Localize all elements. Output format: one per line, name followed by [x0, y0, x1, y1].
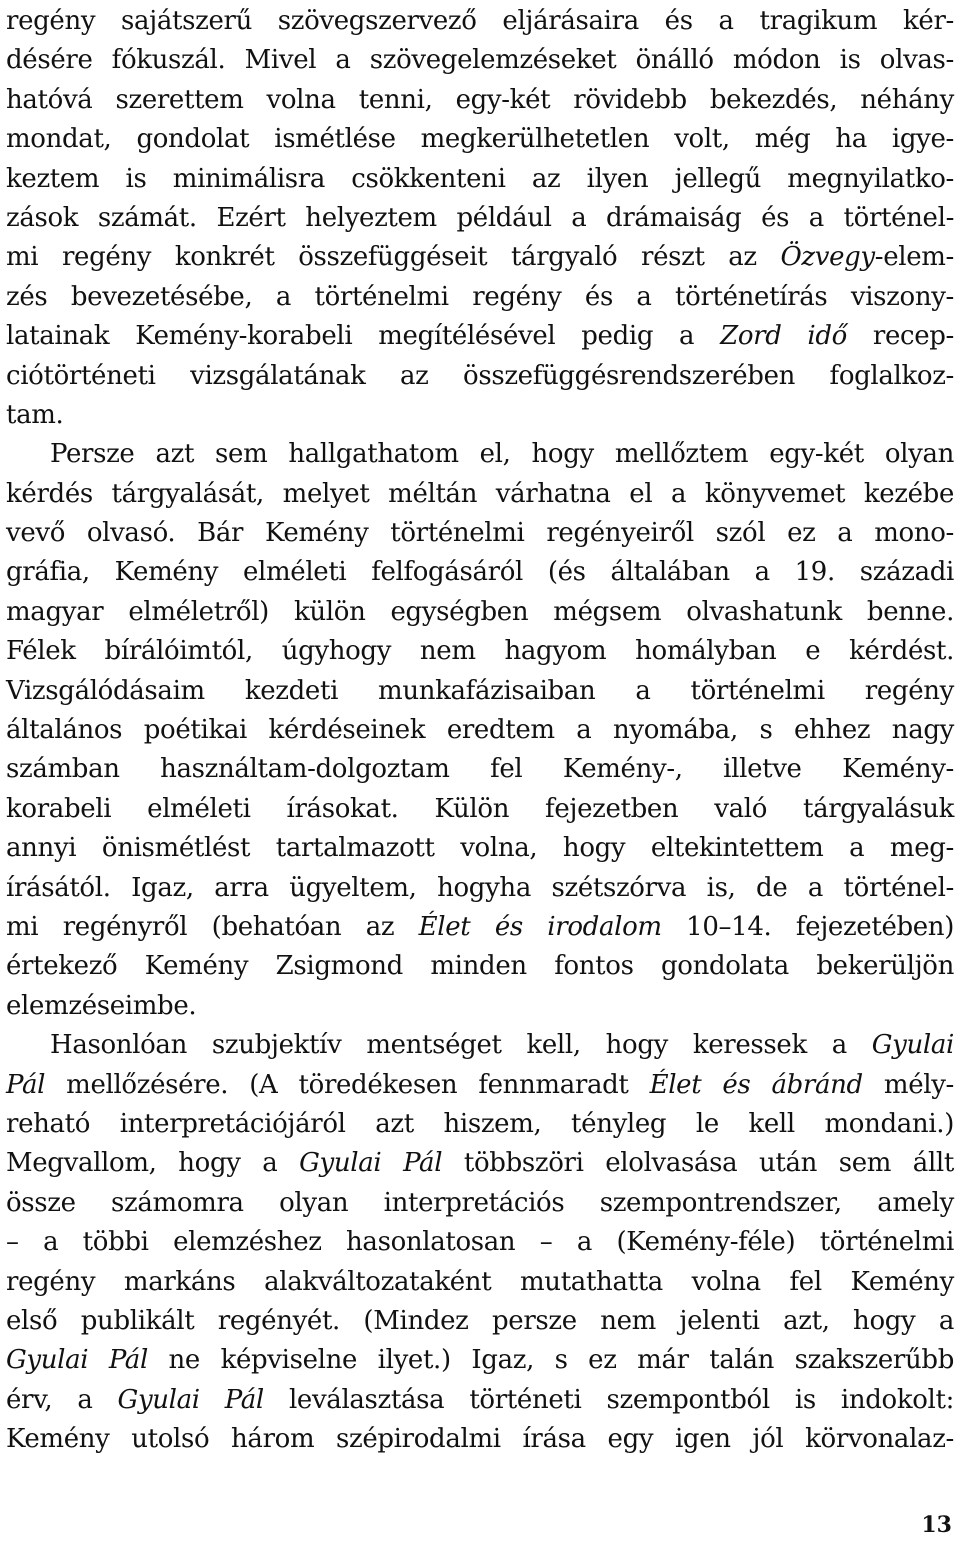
text-segment: többszöri elolvasása után sem állt: [442, 1148, 954, 1179]
text-segment: számban használtam-dolgoztam fel Kemény-, illetve Kemény-: [6, 754, 954, 785]
text-segment: tam.: [6, 399, 64, 430]
text-line: [6, 553, 954, 592]
text-segment: magyar elméletről) külön egységben mégsem olvashatunk benne.: [6, 596, 954, 627]
text-segment: recep-: [846, 321, 954, 352]
text-segment: annyi önismétlést tartalmazott volna, hogy eltekintettem a meg-: [6, 833, 954, 864]
text-segment: latainak Kemény-korabeli megítélésével pedig a: [6, 321, 721, 352]
text-line: [6, 357, 954, 396]
text-segment: mély-: [862, 1069, 954, 1100]
text-segment: reható interpretációjáról azt hiszem, tényleg le kell mondani.): [6, 1108, 954, 1139]
text-segment: elemzéseimbe.: [6, 990, 197, 1021]
text-segment: – a többi elemzéshez hasonlatosan – a (Kemény-féle) történelmi: [6, 1227, 954, 1258]
text-line: [6, 317, 954, 356]
text-line: [6, 632, 954, 671]
text-line: [6, 593, 954, 632]
text-line: [6, 435, 954, 474]
text-line: [6, 475, 954, 514]
text-line: [6, 2, 954, 41]
text-segment: keztem is minimálisra csökkenteni az ilyen jellegű megnyilatko-: [6, 163, 954, 194]
text-segment: zés bevezetésébe, a történelmi regény és a történetírás viszony-: [6, 281, 954, 312]
text-line: [6, 908, 954, 947]
text-line: [6, 1302, 954, 1341]
text-line: [6, 1184, 954, 1223]
text-segment: vevő olvasó. Bár Kemény történelmi regényeiről szól ez a mono-: [6, 518, 954, 549]
text-segment: írásától. Igaz, arra ügyeltem, hogyha szétszórva is, de a történel-: [6, 872, 954, 903]
text-segment: Kemény utolsó három szépirodalmi írása egy igen jól körvonalaz-: [6, 1424, 954, 1455]
text-segment: Vizsgálódásaim kezdeti munkafázisaiban a történelmi regény: [6, 675, 954, 706]
text-line: [6, 947, 954, 986]
italic-title: Gyulai: [871, 1030, 954, 1061]
text-segment: általános poétikai kérdéseinek eredtem a nyomába, s ehhez nagy: [6, 715, 954, 746]
text-line: [6, 829, 954, 868]
text-line: [6, 672, 954, 711]
text-line: [6, 1420, 954, 1459]
text-segment: Persze azt sem hallgathatom el, hogy mellőztem egy-két olyan: [50, 439, 954, 470]
text-segment: hatóvá szerettem volna tenni, egy-két rövidebb bekezdés, néhány: [6, 84, 954, 115]
text-segment: első publikált regényét. (Mindez persze nem jelenti azt, hogy a: [6, 1305, 954, 1336]
text-segment: zások számát. Ezért helyeztem például a drámaiság és a történel-: [6, 202, 954, 233]
italic-title: Gyulai Pál: [6, 1345, 148, 1376]
text-segment: össze számomra olyan interpretációs szempontrendszer, amely: [6, 1187, 954, 1218]
text-line: [6, 81, 954, 120]
text-line: [6, 1341, 954, 1380]
italic-title: Élet és ábránd: [649, 1069, 863, 1100]
text-line: [6, 790, 954, 829]
text-line: [6, 1263, 954, 1302]
text-line: [6, 1381, 954, 1420]
text-line: [6, 278, 954, 317]
text-line: [6, 238, 954, 277]
text-line: [6, 1026, 954, 1065]
text-line: [6, 41, 954, 80]
text-segment: érv, a: [6, 1384, 118, 1415]
text-segment: 10–14. fejezetében): [661, 911, 954, 942]
text-segment: -elem-: [874, 242, 954, 273]
text-line: [6, 120, 954, 159]
text-line: [6, 1105, 954, 1144]
text-line: [6, 199, 954, 238]
text-line: [6, 987, 954, 1026]
text-line: [6, 750, 954, 789]
text-segment: kérdés tárgyalását, melyet méltán várhatna el a könyvemet kezébe: [6, 478, 954, 509]
text-segment: Hasonlóan szubjektív mentséget kell, hogy keressek a: [50, 1030, 872, 1061]
text-segment: mi regény konkrét összefüggéseit tárgyaló részt az: [6, 242, 781, 273]
page-number: 13: [921, 1512, 952, 1538]
text-line: [6, 514, 954, 553]
text-segment: értekező Kemény Zsigmond minden fontos gondolata bekerüljön: [6, 951, 954, 982]
italic-title: Gyulai Pál: [299, 1148, 443, 1179]
text-segment: leválasztása történeti szempontból is indokolt:: [263, 1384, 954, 1415]
text-segment: mi regényről (behatóan az: [6, 911, 419, 942]
text-line: [6, 1223, 954, 1262]
italic-title: Zord idő: [720, 321, 847, 352]
italic-title: Gyulai Pál: [117, 1384, 264, 1415]
text-segment: korabeli elméleti írásokat. Külön fejezetben való tárgyalásuk: [6, 793, 954, 824]
text-segment: regény markáns alakváltozataként mutathatta volna fel Kemény: [6, 1266, 954, 1297]
body-text: [6, 2, 954, 1459]
text-segment: mellőzésére. (A töredékesen fennmaradt: [45, 1069, 650, 1100]
text-segment: gráfia, Kemény elméleti felfogásáról (és általában a 19. századi: [6, 557, 954, 588]
text-segment: Félek bírálóimtól, úgyhogy nem hagyom homályban e kérdést.: [6, 636, 954, 667]
text-line: [6, 396, 954, 435]
text-line: [6, 711, 954, 750]
text-line: [6, 1066, 954, 1105]
italic-title: Pál: [6, 1069, 46, 1100]
text-line: [6, 1144, 954, 1183]
text-segment: désére fókuszál. Mivel a szövegelemzéseket önálló módon is olvas-: [6, 45, 954, 76]
text-segment: regény sajátszerű szövegszervező eljárásaira és a tragikum kér-: [6, 6, 954, 36]
text-line: [6, 160, 954, 199]
text-segment: mondat, gondolat ismétlése megkerülhetetlen volt, még ha igye-: [6, 124, 954, 155]
text-segment: ne képviselne ilyet.) Igaz, s ez már talán szakszerűbb: [147, 1345, 954, 1376]
text-segment: ciótörténeti vizsgálatának az összefüggésrendszerében foglalkoz-: [6, 360, 954, 391]
italic-title: Élet és irodalom: [418, 911, 662, 942]
text-line: [6, 869, 954, 908]
text-segment: Megvallom, hogy a: [6, 1148, 300, 1179]
italic-title: Özvegy: [780, 242, 875, 273]
